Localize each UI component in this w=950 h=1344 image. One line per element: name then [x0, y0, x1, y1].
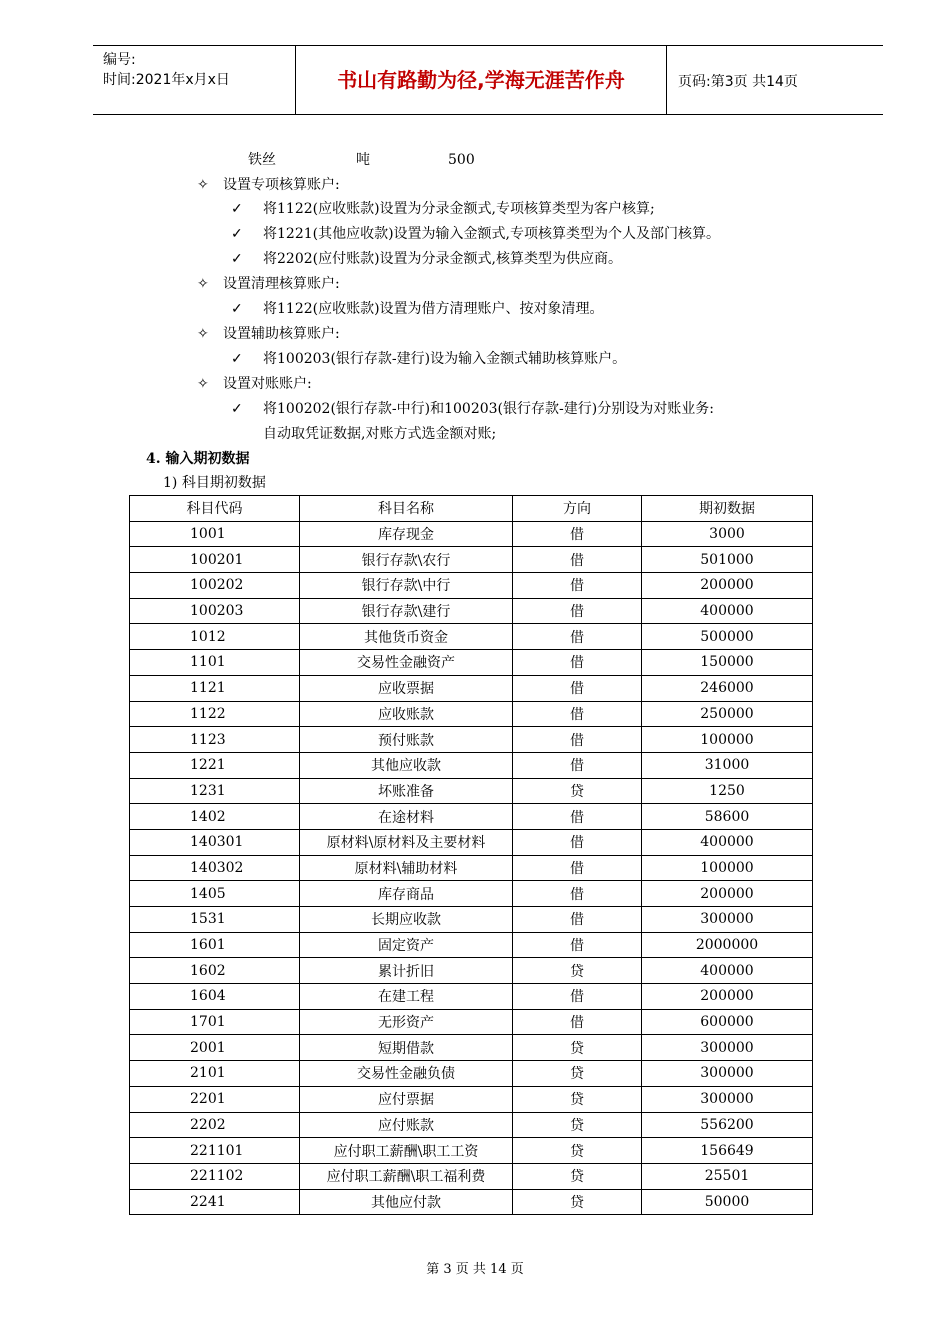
direction-cell: 贷 — [513, 778, 642, 804]
subject-name-cell: 应收账款 — [300, 701, 513, 727]
opening-balance-table — [129, 495, 813, 1215]
direction-cell: 借 — [513, 727, 642, 753]
column-header: 科目代码 — [130, 496, 300, 522]
check-icon: ✓ — [231, 251, 243, 267]
opening-value-cell: 150000 — [642, 650, 813, 676]
aux-account-heading: ✧ 设置辅助核算账户: — [197, 326, 340, 342]
direction-cell: 贷 — [513, 1061, 642, 1087]
table-row — [130, 1061, 813, 1087]
table-row — [130, 778, 813, 804]
subject-name-cell: 交易性金融负债 — [300, 1061, 513, 1087]
subject-code-cell: 1231 — [130, 778, 300, 804]
direction-cell: 借 — [513, 521, 642, 547]
recon-item: ✓ 将100202(银行存款-中行)和100203(银行存款-建行)分别设为对账业务: — [231, 401, 714, 417]
table-row — [130, 1138, 813, 1164]
subject-code-cell: 221101 — [130, 1138, 300, 1164]
opening-value-cell: 200000 — [642, 881, 813, 907]
opening-value-cell: 400000 — [642, 829, 813, 855]
section-heading: 4. 输入期初数据 — [146, 451, 250, 467]
direction-cell: 借 — [513, 855, 642, 881]
opening-value-cell: 100000 — [642, 727, 813, 753]
subject-code-cell: 1221 — [130, 752, 300, 778]
opening-value-cell: 400000 — [642, 958, 813, 984]
table-row — [130, 727, 813, 753]
opening-value-cell: 300000 — [642, 1035, 813, 1061]
material-name: 铁丝 — [248, 152, 276, 168]
opening-value-cell: 58600 — [642, 804, 813, 830]
subject-code-cell: 1531 — [130, 907, 300, 933]
subject-name-cell: 应付职工薪酬\职工福利费 — [300, 1163, 513, 1189]
subject-code-cell: 1101 — [130, 650, 300, 676]
subject-name-cell: 其他应收款 — [300, 752, 513, 778]
table-row — [130, 881, 813, 907]
direction-cell: 借 — [513, 829, 642, 855]
subject-name-cell: 在途材料 — [300, 804, 513, 830]
subject-code-cell: 1121 — [130, 675, 300, 701]
subject-name-cell: 坏账准备 — [300, 778, 513, 804]
opening-value-cell: 246000 — [642, 675, 813, 701]
direction-cell: 借 — [513, 907, 642, 933]
table-row — [130, 573, 813, 599]
material-qty: 500 — [448, 152, 475, 168]
diamond-bullet-icon: ✧ — [197, 276, 209, 292]
direction-cell: 借 — [513, 624, 642, 650]
direction-cell: 借 — [513, 650, 642, 676]
table-row — [130, 675, 813, 701]
table-row — [130, 624, 813, 650]
direction-cell: 借 — [513, 547, 642, 573]
opening-value-cell: 2000000 — [642, 932, 813, 958]
check-icon: ✓ — [231, 201, 243, 217]
subject-name-cell: 其他货币资金 — [300, 624, 513, 650]
table-row — [130, 958, 813, 984]
table-row — [130, 1112, 813, 1138]
subject-code-cell: 1701 — [130, 1009, 300, 1035]
subject-name-cell: 库存商品 — [300, 881, 513, 907]
table-row — [130, 932, 813, 958]
direction-cell: 借 — [513, 932, 642, 958]
material-unit: 吨 — [356, 152, 370, 168]
subject-code-cell: 1602 — [130, 958, 300, 984]
opening-value-cell: 400000 — [642, 598, 813, 624]
subject-code-cell: 2101 — [130, 1061, 300, 1087]
direction-cell: 借 — [513, 598, 642, 624]
subject-name-cell: 长期应收款 — [300, 907, 513, 933]
table-row — [130, 907, 813, 933]
subject-name-cell: 银行存款\建行 — [300, 598, 513, 624]
subject-code-cell: 2202 — [130, 1112, 300, 1138]
table-row — [130, 547, 813, 573]
subject-name-cell: 在建工程 — [300, 984, 513, 1010]
column-header: 方向 — [513, 496, 642, 522]
opening-value-cell: 25501 — [642, 1163, 813, 1189]
opening-value-cell: 600000 — [642, 1009, 813, 1035]
subject-name-cell: 原材料\辅助材料 — [300, 855, 513, 881]
special-item: ✓ 将1122(应收账款)设置为分录金额式,专项核算类型为客户核算; — [231, 201, 655, 217]
direction-cell: 借 — [513, 752, 642, 778]
subject-name-cell: 应付票据 — [300, 1086, 513, 1112]
subject-name-cell: 应付职工薪酬\职工工资 — [300, 1138, 513, 1164]
opening-value-cell: 300000 — [642, 1086, 813, 1112]
table-row — [130, 752, 813, 778]
table-row — [130, 829, 813, 855]
recon-account-heading: ✧ 设置对账账户: — [197, 376, 312, 392]
opening-value-cell: 1250 — [642, 778, 813, 804]
table-row — [130, 1189, 813, 1215]
table-row — [130, 598, 813, 624]
page-header — [93, 45, 883, 115]
subsection-heading: 1) 科目期初数据 — [163, 475, 266, 491]
direction-cell: 贷 — [513, 1189, 642, 1215]
recon-item-continued: 自动取凭证数据,对账方式选金额对账; — [263, 426, 497, 442]
special-item: ✓ 将2202(应付账款)设置为分录金额式,核算类型为供应商。 — [231, 251, 623, 267]
subject-code-cell: 221102 — [130, 1163, 300, 1189]
subject-name-cell: 短期借款 — [300, 1035, 513, 1061]
subject-code-cell: 100203 — [130, 598, 300, 624]
header-number: 编号: — [103, 52, 136, 68]
opening-value-cell: 556200 — [642, 1112, 813, 1138]
check-icon: ✓ — [231, 401, 243, 417]
direction-cell: 贷 — [513, 958, 642, 984]
opening-value-cell: 100000 — [642, 855, 813, 881]
check-icon: ✓ — [231, 226, 243, 242]
table-row — [130, 1163, 813, 1189]
opening-value-cell: 501000 — [642, 547, 813, 573]
check-icon: ✓ — [231, 301, 243, 317]
table-body — [130, 521, 813, 1215]
opening-value-cell: 250000 — [642, 701, 813, 727]
header-divider — [666, 46, 667, 114]
subject-code-cell: 1604 — [130, 984, 300, 1010]
page-footer: 第 3 页 共 14 页 — [426, 1262, 524, 1277]
subject-name-cell: 库存现金 — [300, 521, 513, 547]
subject-code-cell: 100202 — [130, 573, 300, 599]
opening-value-cell: 200000 — [642, 984, 813, 1010]
opening-value-cell: 300000 — [642, 1061, 813, 1087]
direction-cell: 借 — [513, 675, 642, 701]
opening-value-cell: 500000 — [642, 624, 813, 650]
special-item: ✓ 将1221(其他应收款)设置为输入金额式,专项核算类型为个人及部门核算。 — [231, 226, 721, 242]
header-motto: 书山有路勤为径,学海无涯苦作舟 — [337, 68, 625, 92]
subject-code-cell: 2001 — [130, 1035, 300, 1061]
direction-cell: 贷 — [513, 1138, 642, 1164]
opening-value-cell: 200000 — [642, 573, 813, 599]
clear-account-heading: ✧ 设置清理核算账户: — [197, 276, 340, 292]
subject-code-cell: 100201 — [130, 547, 300, 573]
aux-item: ✓ 将100203(银行存款-建行)设为输入金额式辅助核算账户。 — [231, 351, 627, 367]
table-row — [130, 984, 813, 1010]
special-account-heading: ✧ 设置专项核算账户: — [197, 177, 340, 193]
diamond-bullet-icon: ✧ — [197, 326, 209, 342]
table-row — [130, 804, 813, 830]
table-row — [130, 1035, 813, 1061]
direction-cell: 借 — [513, 804, 642, 830]
opening-value-cell: 50000 — [642, 1189, 813, 1215]
diamond-bullet-icon: ✧ — [197, 376, 209, 392]
subject-code-cell: 140301 — [130, 829, 300, 855]
column-header: 科目名称 — [300, 496, 513, 522]
header-time: 时间:2021年x月x日 — [103, 72, 230, 88]
table-row — [130, 701, 813, 727]
table-row — [130, 855, 813, 881]
table-header-row — [130, 496, 813, 522]
direction-cell: 贷 — [513, 1163, 642, 1189]
column-header: 期初数据 — [642, 496, 813, 522]
subject-name-cell: 应收票据 — [300, 675, 513, 701]
subject-name-cell: 应付账款 — [300, 1112, 513, 1138]
subject-name-cell: 原材料\原材料及主要材料 — [300, 829, 513, 855]
subject-name-cell: 无形资产 — [300, 1009, 513, 1035]
opening-value-cell: 31000 — [642, 752, 813, 778]
subject-name-cell: 固定资产 — [300, 932, 513, 958]
subject-code-cell: 2201 — [130, 1086, 300, 1112]
direction-cell: 借 — [513, 701, 642, 727]
table-row — [130, 1086, 813, 1112]
subject-code-cell: 2241 — [130, 1189, 300, 1215]
opening-value-cell: 300000 — [642, 907, 813, 933]
subject-name-cell: 银行存款\农行 — [300, 547, 513, 573]
subject-code-cell: 1405 — [130, 881, 300, 907]
opening-value-cell: 3000 — [642, 521, 813, 547]
subject-code-cell: 1123 — [130, 727, 300, 753]
material-row — [248, 150, 475, 170]
subject-name-cell: 交易性金融资产 — [300, 650, 513, 676]
direction-cell: 借 — [513, 984, 642, 1010]
table-row — [130, 1009, 813, 1035]
subject-code-cell: 1001 — [130, 521, 300, 547]
subject-name-cell: 预付账款 — [300, 727, 513, 753]
table-row — [130, 521, 813, 547]
subject-code-cell: 1402 — [130, 804, 300, 830]
header-meta — [103, 50, 230, 90]
header-page: 页码:第3页 共14页 — [678, 74, 798, 90]
opening-value-cell: 156649 — [642, 1138, 813, 1164]
direction-cell: 借 — [513, 881, 642, 907]
direction-cell: 借 — [513, 1009, 642, 1035]
table-row — [130, 650, 813, 676]
subject-name-cell: 银行存款\中行 — [300, 573, 513, 599]
direction-cell: 贷 — [513, 1035, 642, 1061]
direction-cell: 借 — [513, 573, 642, 599]
subject-name-cell: 其他应付款 — [300, 1189, 513, 1215]
direction-cell: 贷 — [513, 1112, 642, 1138]
subject-code-cell: 1012 — [130, 624, 300, 650]
check-icon: ✓ — [231, 351, 243, 367]
subject-code-cell: 1601 — [130, 932, 300, 958]
direction-cell: 贷 — [513, 1086, 642, 1112]
clear-item: ✓ 将1122(应收账款)设置为借方清理账户、按对象清理。 — [231, 301, 604, 317]
subject-name-cell: 累计折旧 — [300, 958, 513, 984]
subject-code-cell: 140302 — [130, 855, 300, 881]
diamond-bullet-icon: ✧ — [197, 177, 209, 193]
subject-code-cell: 1122 — [130, 701, 300, 727]
